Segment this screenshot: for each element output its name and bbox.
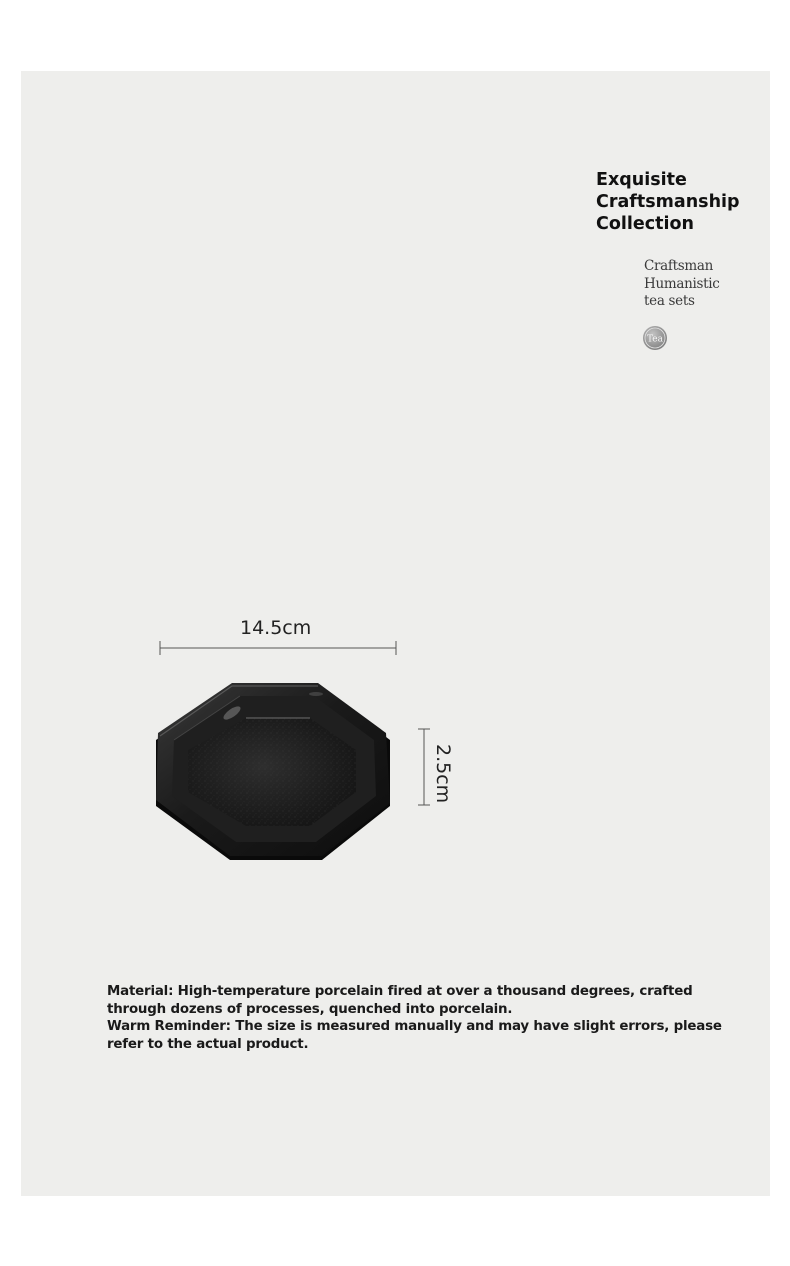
material-note: Material: High-temperature porcelain fired at over a thousand degrees, crafted through dozens of processes, quenched into porcelain. (107, 984, 693, 1017)
width-dimension-line (160, 641, 396, 655)
collection-tagline: Craftsman Humanistic tea sets (644, 258, 720, 309)
width-dimension-label: 14.5cm (240, 617, 312, 639)
collection-headline: Exquisite Craftsmanship Collection (596, 170, 740, 234)
height-dimension-line (418, 729, 430, 805)
product-notes (107, 983, 727, 1053)
warm-reminder-note: Warm Reminder: The size is measured manually and may have slight errors, please refer to the actual product. (107, 1019, 722, 1052)
octagonal-dish-image (150, 678, 400, 868)
height-dimension-label: 2.5cm (432, 744, 454, 804)
seal-text: Tea (647, 334, 663, 345)
